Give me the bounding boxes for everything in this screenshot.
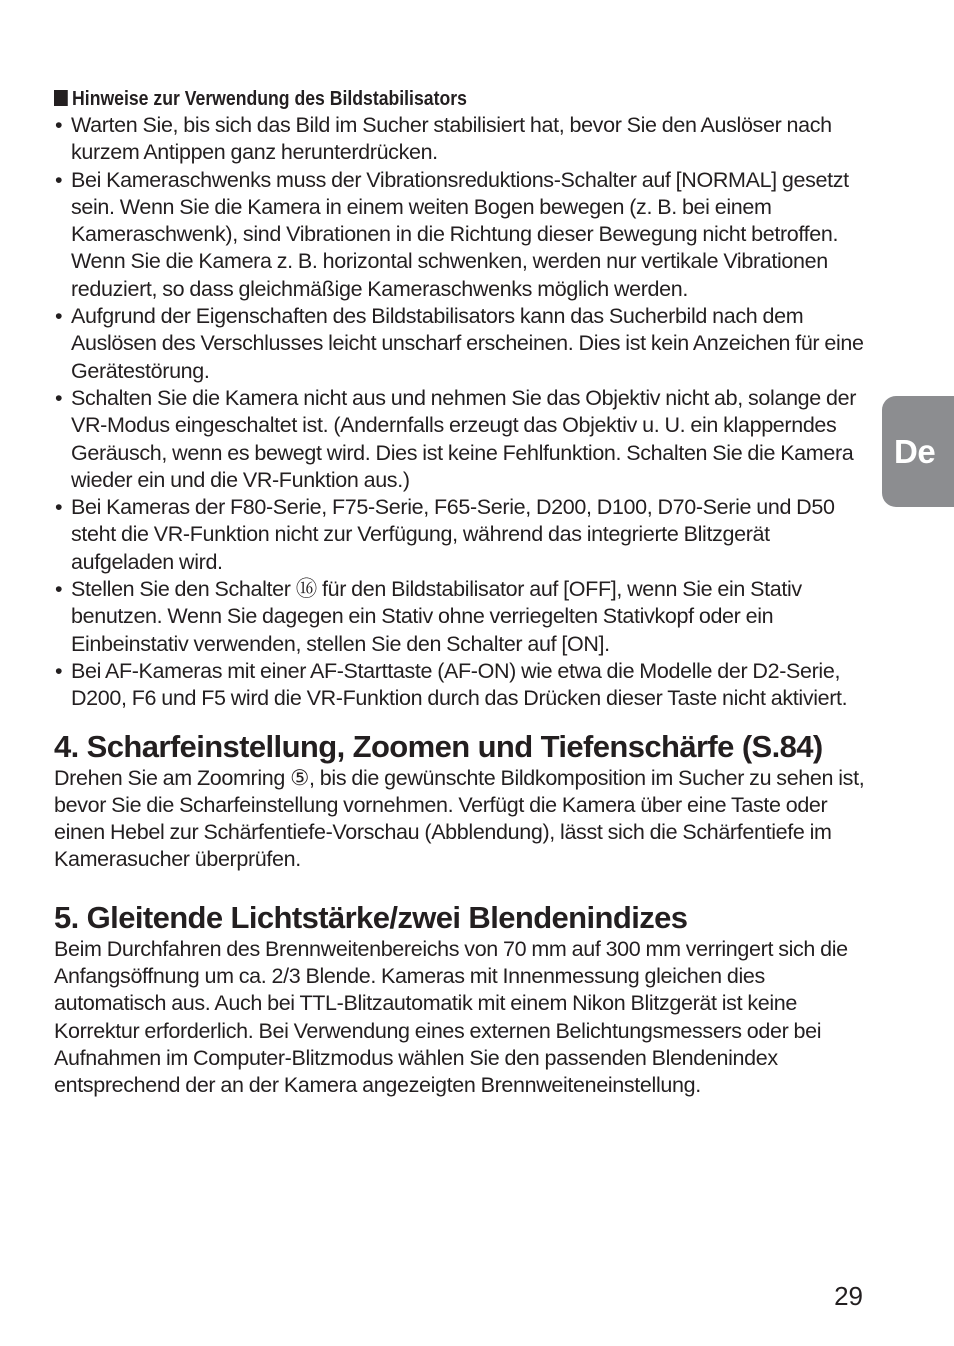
section-title-aperture: 5. Gleitende Lichtstärke/zwei Blendenindizes [54,899,688,935]
bullet-dot-icon: • [55,577,63,602]
page-content [54,86,866,1100]
note-bullet-text: Bei Kameraschwenks muss der Vibrationsreduktions-Schalter auf [NORMAL] gesetzt sein. Wenn Sie die Kamera in einem weiten Bogen bewegen (z. B. bei einem Kameraschwenk), sind Vibrationen in die Richtung dieser Bewegung nicht betroffen. Wenn Sie die Kamera z. B. horizontal schwenken, werden nur vertikale Vibrationen reduziert, so dass gleichmäßige Kameraschwenks möglich werden. [71,167,849,301]
note-bullet-text: Warten Sie, bis sich das Bild im Sucher stabilisiert hat, bevor Sie den Auslöser nach kurzem Antippen ganz herunterdrücken. [71,113,832,165]
note-bullet-text: Stellen Sie den Schalter ⑯ für den Bildstabilisator auf [OFF], wenn Sie ein Stativ benutzen. Wenn Sie dagegen ein Stativ ohne verriegelten Stativkopf oder ein Einbeinstativ verwenden, stellen Sie den Schalter auf [ON]. [71,577,802,656]
page-number: 29 [834,1281,863,1311]
bullet-dot-icon: • [55,167,63,192]
note-bullet-item [54,167,866,303]
bullet-dot-icon: • [55,658,63,683]
bullet-dot-icon: • [55,385,63,410]
note-bullet-item [54,658,866,713]
section-body-focusing: Drehen Sie am Zoomring ⑤, bis die gewünschte Bildkomposition im Sucher zu sehen ist, bevor Sie die Scharfeinstellung vornehmen. Verfügt die Kamera über eine Taste oder einen Hebel zur Schärfentiefe-Vorschau (Abblendung), lässt sich die Schärfentiefe im Kamerasucher überprüfen. [54,765,865,872]
language-tab: De [882,396,954,507]
square-bullet-icon [54,90,68,106]
note-bullet-item [54,576,866,658]
section-body-aperture: Beim Durchfahren des Brennweitenbereichs von 70 mm auf 300 mm verringert sich die Anfangsöffnung um ca. 2/3 Blende. Kameras mit Innenmessung gleichen dies automatisch aus. Auch bei TTL-Blitzautomatik mit einem Nikon Blitzgerät ist keine Korrektur erforderlich. Bei Verwendung eines externen Belichtungsmessers oder bei Aufnahmen im Computer-Blitzmodus wählen Sie den passenden Blendenindex entsprechend der an der Kamera angezeigten Brennweiteneinstellung. [54,936,848,1098]
note-bullet-text: Bei AF-Kameras mit einer AF-Starttaste (AF-ON) wie etwa die Modelle der D2-Serie, D200, F6 und F5 wird die VR-Funktion durch das Drücken dieser Taste nicht aktiviert. [71,658,848,711]
section-title-focusing: 4. Scharfeinstellung, Zoomen und Tiefenschärfe (S.84) [54,728,823,764]
note-bullet-item [54,112,866,167]
note-bullet-item [54,303,866,385]
bullet-dot-icon: • [55,113,63,137]
note-bullet-list [54,112,866,713]
bullet-dot-icon: • [55,304,63,329]
note-bullet-text: Aufgrund der Eigenschaften des Bildstabilisators kann das Sucherbild nach dem Auslösen des Verschlusses leicht unscharf erscheinen. Dies ist kein Anzeichen für eine Gerätestörung. [71,304,864,383]
note-heading [54,86,752,112]
note-heading-text: Hinweise zur Verwendung des Bildstabilisators [72,87,467,110]
bullet-dot-icon: • [55,495,63,520]
note-bullet-item [54,385,866,494]
note-bullet-text: Bei Kameras der F80-Serie, F75-Serie, F65-Serie, D200, D100, D70-Serie und D50 steht die VR-Funktion nicht zur Verfügung, während das integrierte Blitzgerät aufgeladen wird. [71,495,835,574]
note-bullet-item [54,494,866,576]
note-bullet-text: Schalten Sie die Kamera nicht aus und nehmen Sie das Objektiv nicht ab, solange der VR-Modus eingeschaltet ist. (Andernfalls erzeugt das Objektiv u. U. ein klapperndes Geräusch, wenn es bewegt wird. Dies ist keine Fehlfunktion. Schalten Sie die Kamera wieder ein und die VR-Funktion aus.) [71,385,857,492]
